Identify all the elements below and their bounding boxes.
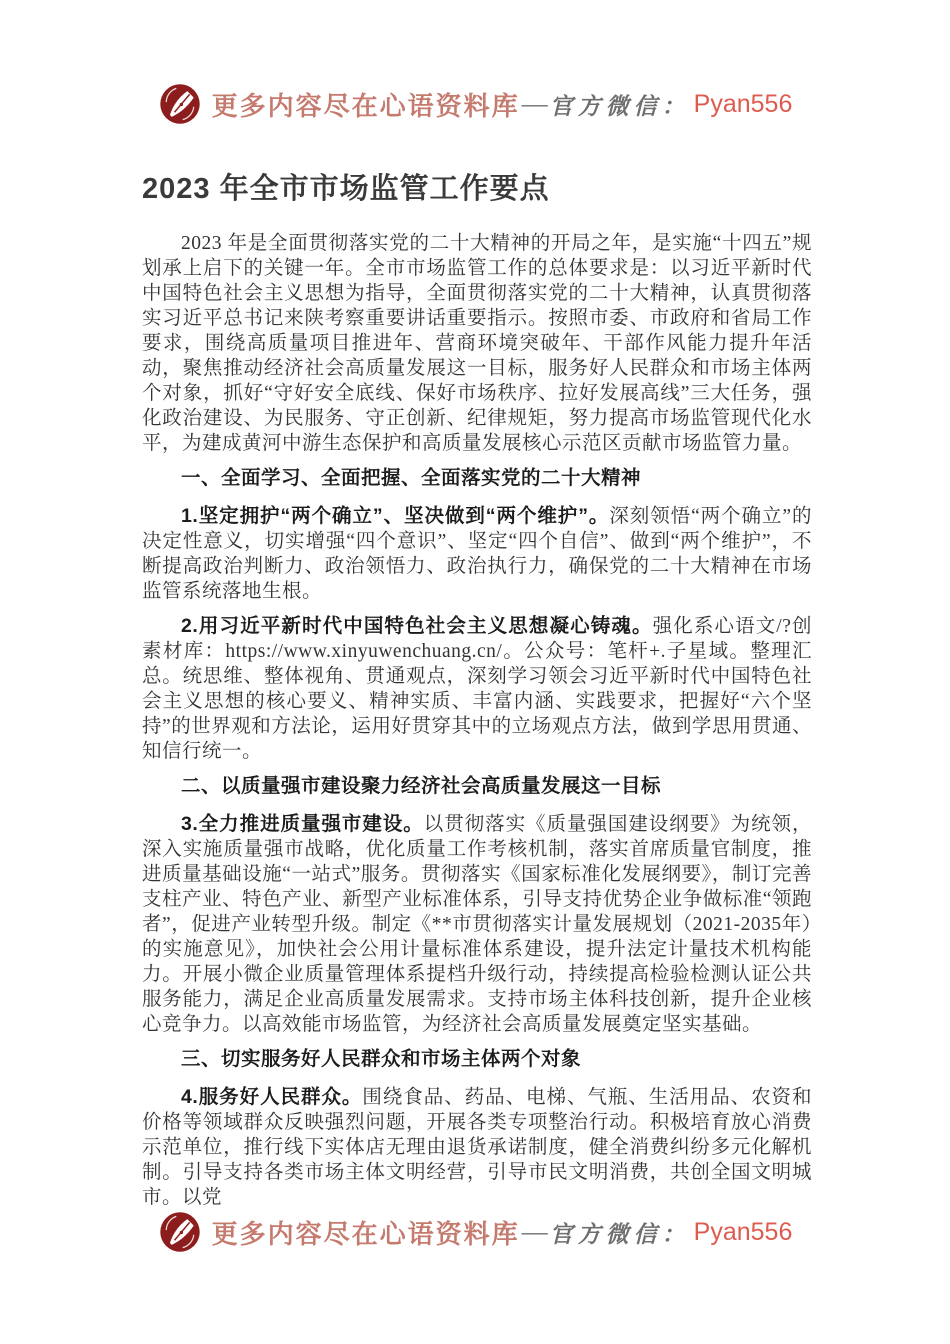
pen-seal-icon (158, 1210, 202, 1254)
pen-seal-icon (158, 82, 202, 126)
header-watermark (0, 82, 950, 126)
section-heading-2: 二、以质量强市建设聚力经济社会高质量发展这一目标 (181, 775, 662, 797)
paragraph-text: 2023 年是全面贯彻落实党的二十大精神的开局之年，是实施“十四五”规划承上启下的关键一年。全市市场监管工作的总体要求是：以习近平新时代中国特色社会主义思想为指导，全面贯彻落实党的二十大精神，认真贯彻落实习近平总书记来陕考察重要讲话重要指示。按照市委、市政府和省局工作要求，围绕高质量项目推进年、营商环境突破年、干部作风能力提升年活动，聚焦推动经济社会高质量发展这一目标，服务好人民群众和市场主体两个对象，抓好“守好安全底线、保好市场秩序、拉好发展高线”三大任务，强化政治建设、为民服务、守正创新、纪律规矩，努力提高市场监管现代化水平，为建成黄河中游生态保护和高质量发展核心示范区贡献市场监管力量。 (142, 233, 812, 454)
paragraph-item-1 (142, 504, 812, 604)
paragraph-text: 以贯彻落实《质量强国建设纲要》为统领，深入实施质量强市战略，优化质量工作考核机制，落实首席质量官制度，推进质量基础设施“一站式”服务。贯彻落实《国家标准化发展纲要》，制订完善支柱产业、特色产业、新型产业标准体系，引导支持优势企业争做标准“领跑者”，促进产业转型升级。制定《**市贯彻落实计量发展规划（2021-2035年）的实施意见》，加快社会公用计量标准体系建设，提升法定计量技术机构能力。开展小微企业质量管理体系提档升级行动，持续提高检验检测认证公共服务能力，满足企业高质量发展需求。支持市场主体科技创新，提升企业核心竞争力。以高效能市场监管，为经济社会高质量发展奠定坚实基础。 (142, 814, 812, 1035)
watermark-site-text: 更多内容尽在心语资料库 (211, 91, 520, 121)
watermark-dash: — (521, 1217, 548, 1246)
paragraph-lead: 1.坚定拥护“两个确立”、坚决做到“两个维护”。 (181, 505, 610, 527)
paragraph-item-3 (142, 812, 812, 1037)
paragraph-text: 深刻领悟“两个确立”的决定性意义，切实增强“四个意识”、坚定“四个自信”、做到“两个维护”，不断提高政治判断力、政治领悟力、政治执行力，确保党的二十大精神在市场监管系统落地生根。 (142, 506, 813, 602)
paragraph-item-2 (142, 614, 812, 764)
paragraph-item-4 (142, 1085, 812, 1210)
document-title: 2023 年全市市场监管工作要点 (142, 173, 550, 205)
paragraph-lead: 4.服务好人民群众。 (181, 1086, 363, 1108)
section-heading-1: 一、全面学习、全面把握、全面落实党的二十大精神 (181, 467, 642, 489)
watermark-wechat-label: 官方微信： (549, 1221, 690, 1247)
document-content (142, 166, 812, 1220)
paragraph-text: 强化系心语文/?创素材库：https://www.xinyuwenchuang.cn/。公众号：笔杆+.子星域。整理汇总。统思维、整体视角、贯通观点，深刻学习领会习近平新时代中国特色社会主义思想的核心要义、精神实质、丰富内涵、实践要求，把握好“六个坚持”的世界观和方法论，运用好贯穿其中的立场观点方法，做到学思用贯通、知信行统一。 (142, 616, 813, 762)
footer-watermark (0, 1210, 950, 1254)
paragraph-lead: 3.全力推进质量强市建设。 (181, 813, 424, 835)
watermark-wechat-id: Pyan556 (693, 89, 793, 118)
paragraph-lead: 2.用习近平新时代中国特色社会主义思想凝心铸魂。 (181, 615, 653, 637)
intro-paragraph (142, 231, 812, 456)
paragraph-text: 围绕食品、药品、电梯、气瓶、生活用品、农资和价格等领域群众反映强烈问题，开展各类专项整治行动。积极培育放心消费示范单位，推行线下实体店无理由退货承诺制度，健全消费纠纷多元化解机制。引导支持各类市场主体文明经营，引导市民文明消费，共创全国文明城市。以党 (142, 1087, 812, 1208)
section-heading-3: 三、切实服务好人民群众和市场主体两个对象 (181, 1048, 582, 1070)
watermark-wechat-label: 官方微信： (549, 93, 690, 119)
watermark-wechat-id: Pyan556 (693, 1217, 793, 1246)
watermark-dash: — (521, 89, 548, 118)
watermark-site-text: 更多内容尽在心语资料库 (211, 1219, 520, 1249)
